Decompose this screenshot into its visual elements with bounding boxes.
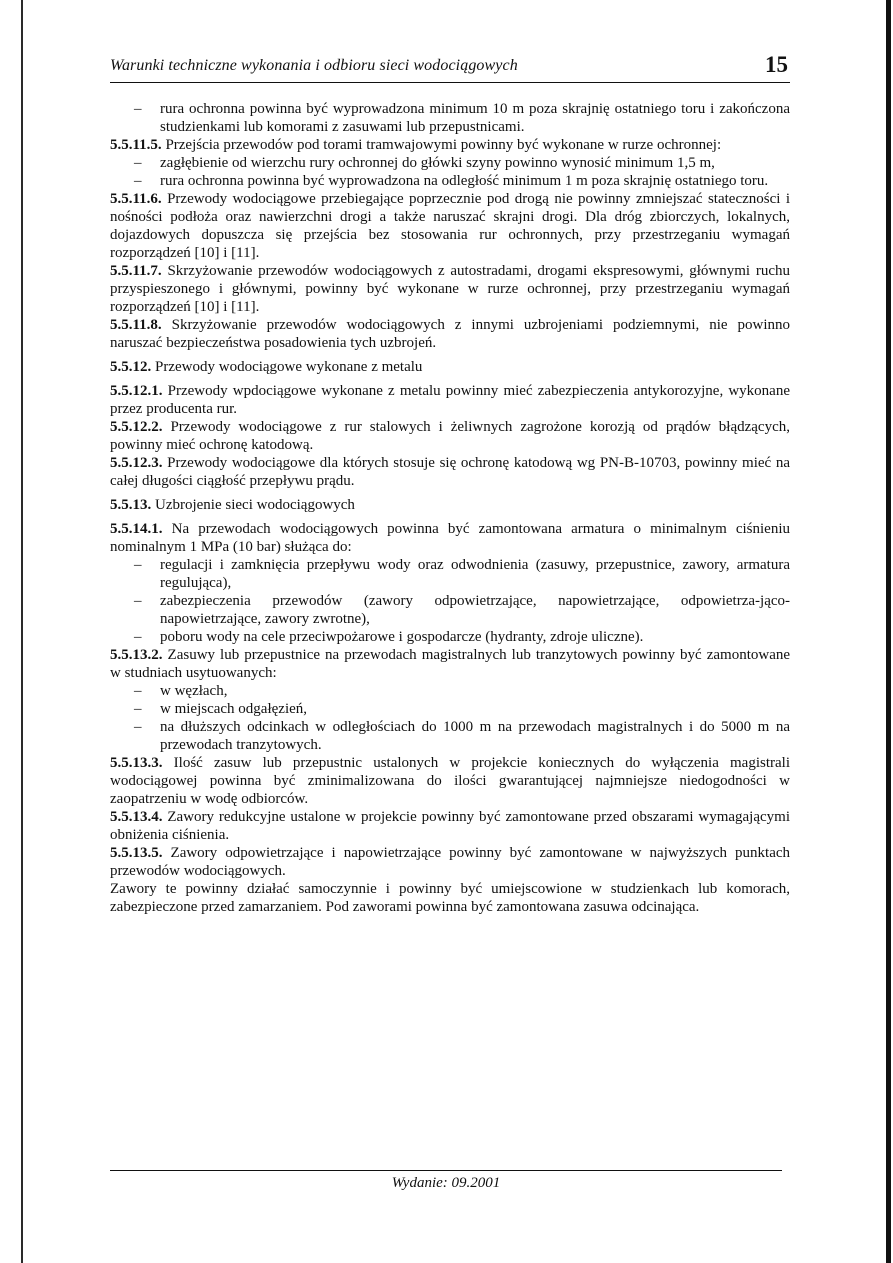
paragraph-5-5-13-3 <box>110 754 790 808</box>
page-footer <box>110 1170 782 1192</box>
page-header <box>110 52 790 83</box>
section-number: 5.5.14.1. <box>110 521 163 537</box>
list-item: – zabezpieczenia przewodów (zawory odpowietrzające, napowietrzające, odpowietrza-jąco-napowietrzające, zawory zwrotne), <box>110 592 790 628</box>
scan-edge-left <box>21 0 23 1263</box>
section-number: 5.5.11.6. <box>110 191 162 207</box>
paragraph-text: Przewody wodociągowe dla których stosuje się ochronę katodową wg PN-B-10703, powinny mieć na całej długości ciągłość przepływu prądu. <box>110 455 791 489</box>
document-title: Warunki techniczne wykonania i odbioru sieci wodociągowych <box>110 57 518 74</box>
paragraph-text: Przewody wodociągowe z rur stalowych i żeliwnych zagrożone korozją od prądów błądzących, powinny mieć ochronę katodową. <box>110 419 790 453</box>
section-number: 5.5.12.1. <box>110 383 163 399</box>
list-item: – regulacji i zamknięcia przepływu wody oraz odwodnienia (zasuwy, przepustnice, zawory, armatura regulująca), <box>110 556 790 592</box>
section-number: 5.5.12. <box>110 359 152 375</box>
list-item: – w miejscach odgałęzień, <box>110 700 790 718</box>
heading-5-5-13 <box>110 496 790 514</box>
paragraph-5-5-12-1 <box>110 382 790 418</box>
section-heading: Uzbrojenie sieci wodociągowych <box>155 497 355 513</box>
paragraph-text: Przejścia przewodów pod torami tramwajowymi powinny być wykonane w rurze ochronnej: <box>165 137 722 153</box>
paragraph-final: Zawory te powinny działać samoczynnie i powinny być umiejscowione w studzienkach lub komorach, zabezpieczone przed zamarzaniem. Pod zaworami powinna być zamontowana zasuwa odcinająca. <box>110 881 790 915</box>
list-item: – rura ochronna powinna być wyprowadzona minimum 10 m poza skrajnię ostatniego toru i zakończona studzienkami lub komorami z zasuwami lub przepustnicami. <box>110 100 790 136</box>
paragraph-text: Przewody wpdociągowe wykonane z metalu powinny mieć zabezpieczenia antykorozyjne, wykonane przez producenta rur. <box>110 383 790 417</box>
section-number: 5.5.13.2. <box>110 647 163 663</box>
dash-list <box>110 556 790 646</box>
paragraph-5-5-11-6 <box>110 190 790 262</box>
paragraph-5-5-12-3 <box>110 454 790 490</box>
paragraph-text: Zawory redukcyjne ustalone w projekcie powinny być zamontowane przed obszarami wymagającymi obniżenia ciśnienia. <box>110 809 791 843</box>
dash-list <box>110 154 790 190</box>
paragraph-text: Zawory odpowietrzające i napowietrzające powinny być zamontowane w najwyższych punktach przewodów wodociągowych. <box>110 845 791 879</box>
section-heading: Przewody wodociągowe wykonane z metalu <box>155 359 423 375</box>
section-number: 5.5.13.3. <box>110 755 163 771</box>
section-number: 5.5.13. <box>110 497 152 513</box>
edition-label: Wydanie: 09.2001 <box>391 1175 501 1191</box>
dash-list <box>110 682 790 754</box>
paragraph-text: Zasuwy lub przepustnice na przewodach magistralnych lub tranzytowych powinny być zamontowane w studniach usytuowanych: <box>110 647 791 681</box>
paragraph-text: Na przewodach wodociągowych powinna być zamontowana armatura o minimalnym ciśnieniu nominalnym 1 MPa (10 bar) służąca do: <box>110 521 791 555</box>
paragraph-5-5-12-2 <box>110 418 790 454</box>
paragraph-5-5-11-8 <box>110 316 790 352</box>
paragraph-text: Skrzyżowanie przewodów wodociągowych z innymi uzbrojeniami podziemnymi, nie powinno naruszać bezpieczeństwa posadowienia tych uzbrojeń. <box>110 317 791 351</box>
paragraph-text: Ilość zasuw lub przepustnic ustalonych w projekcie koniecznych do wyłączenia magistrali wodociągowej powinna być zminimalizowana do ilości gwarantującej najmniejsze niedogodności w zaopatrzeniu w wodę odbiorców. <box>110 755 790 807</box>
section-number: 5.5.11.8. <box>110 317 162 333</box>
list-item: – w węzłach, <box>110 682 790 700</box>
scan-edge-right <box>886 0 891 1263</box>
paragraph-5-5-11-5 <box>110 136 790 154</box>
paragraph-5-5-11-7 <box>110 262 790 316</box>
section-number: 5.5.13.5. <box>110 845 163 861</box>
section-number: 5.5.12.2. <box>110 419 163 435</box>
list-item: – zagłębienie od wierzchu rury ochronnej do główki szyny powinno wynosić minimum 1,5 m, <box>110 154 790 172</box>
page-content <box>110 100 790 916</box>
list-item: – poboru wody na cele przeciwpożarowe i gospodarcze (hydranty, zdroje uliczne). <box>110 628 790 646</box>
paragraph-text: Przewody wodociągowe przebiegające poprzecznie pod drogą nie powinny zmniejszać stateczności i nośności podłoża oraz nawierzchni drogi a także naruszać skrajni drogi. Dla dróg zbiorczych, lokalnych, dojazdowych dopuszcza się przejścia bez stosowania rur ochronnych, przy przestrzeganiu wymagań rozporządzeń [10] i [11]. <box>110 191 791 261</box>
paragraph-5-5-14-1 <box>110 520 790 556</box>
section-number: 5.5.11.7. <box>110 263 162 279</box>
list-item: – na dłuższych odcinkach w odległościach do 1000 m na przewodach magistralnych i do 5000 m na przewodach tranzytowych. <box>110 718 790 754</box>
section-number: 5.5.12.3. <box>110 455 163 471</box>
heading-5-5-12 <box>110 358 790 376</box>
paragraph-5-5-13-5 <box>110 844 790 880</box>
section-number: 5.5.11.5. <box>110 137 162 153</box>
dash-list <box>110 100 790 136</box>
paragraph-text: Skrzyżowanie przewodów wodociągowych z autostradami, drogami ekspresowymi, głównymi ruchu przyspieszonego i głównymi, powinny być wykonane w rurze ochronnej, przy przestrzeganiu wymagań rozporządzeń [10] i [11]. <box>110 263 791 315</box>
section-number: 5.5.13.4. <box>110 809 163 825</box>
paragraph-5-5-13-2 <box>110 646 790 682</box>
paragraph-5-5-13-4 <box>110 808 790 844</box>
page-number: 15 <box>765 52 788 77</box>
list-item: – rura ochronna powinna być wyprowadzona na odległość minimum 1 m poza skrajnię ostatniego toru. <box>110 172 790 190</box>
